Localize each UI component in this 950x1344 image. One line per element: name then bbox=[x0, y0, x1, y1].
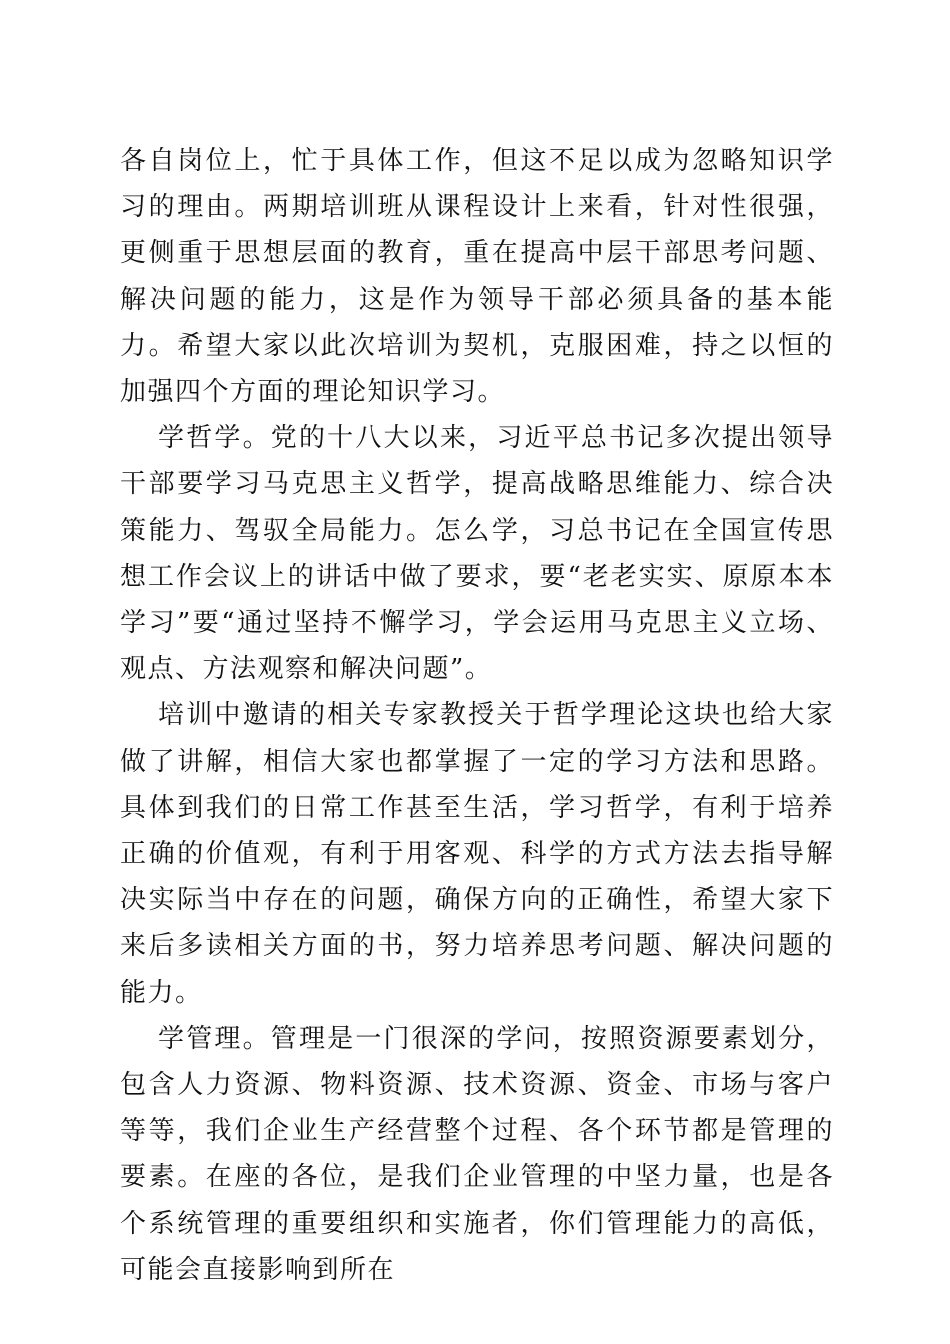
paragraph-learn-management: 学管理。管理是一门很深的学问，按照资源要素划分，包含人力资源、物料资源、技术资源、资金、市场与客户等等，我们企业生产经营整个过程、各个环节都是管理的要素。在座的各位，是我们企业管理的中坚力量，也是各个系统管理的重要组织和实施者，你们管理能力的高低，可能会直接影响到所在 bbox=[120, 1023, 834, 1285]
paragraph-continuation: 各自岗位上，忙于具体工作，但这不足以成为忽略知识学习的理由。两期培训班从课程设计上来看，针对性很强，更侧重于思想层面的教育，重在提高中层干部思考问题、解决问题的能力，这是作为领导干部必须具备的基本能力。希望大家以此次培训为契机，克服困难，持之以恒的加强四个方面的理论知识学习。 bbox=[120, 146, 834, 408]
paragraph-learn-philosophy: 学哲学。党的十八大以来，习近平总书记多次提出领导干部要学习马克思主义哲学，提高战略思维能力、综合决策能力、驾驭全局能力。怎么学，习总书记在全国宣传思想工作会议上的讲话中做了要求，要“老老实实、原原本本学习”要“通过坚持不懈学习，学会运用马克思主义立场、观点、方法观察和解决问题”。 bbox=[120, 423, 834, 685]
paragraph-philosophy-detail: 培训中邀请的相关专家教授关于哲学理论这块也给大家做了讲解，相信大家也都掌握了一定的学习方法和思路。具体到我们的日常工作甚至生活，学习哲学，有利于培养正确的价值观，有利于用客观、科学的方式方法去指导解决实际当中存在的问题，确保方向的正确性，希望大家下来后多读相关方面的书，努力培养思考问题、解决问题的能力。 bbox=[120, 700, 834, 1008]
document-body bbox=[120, 138, 834, 1293]
